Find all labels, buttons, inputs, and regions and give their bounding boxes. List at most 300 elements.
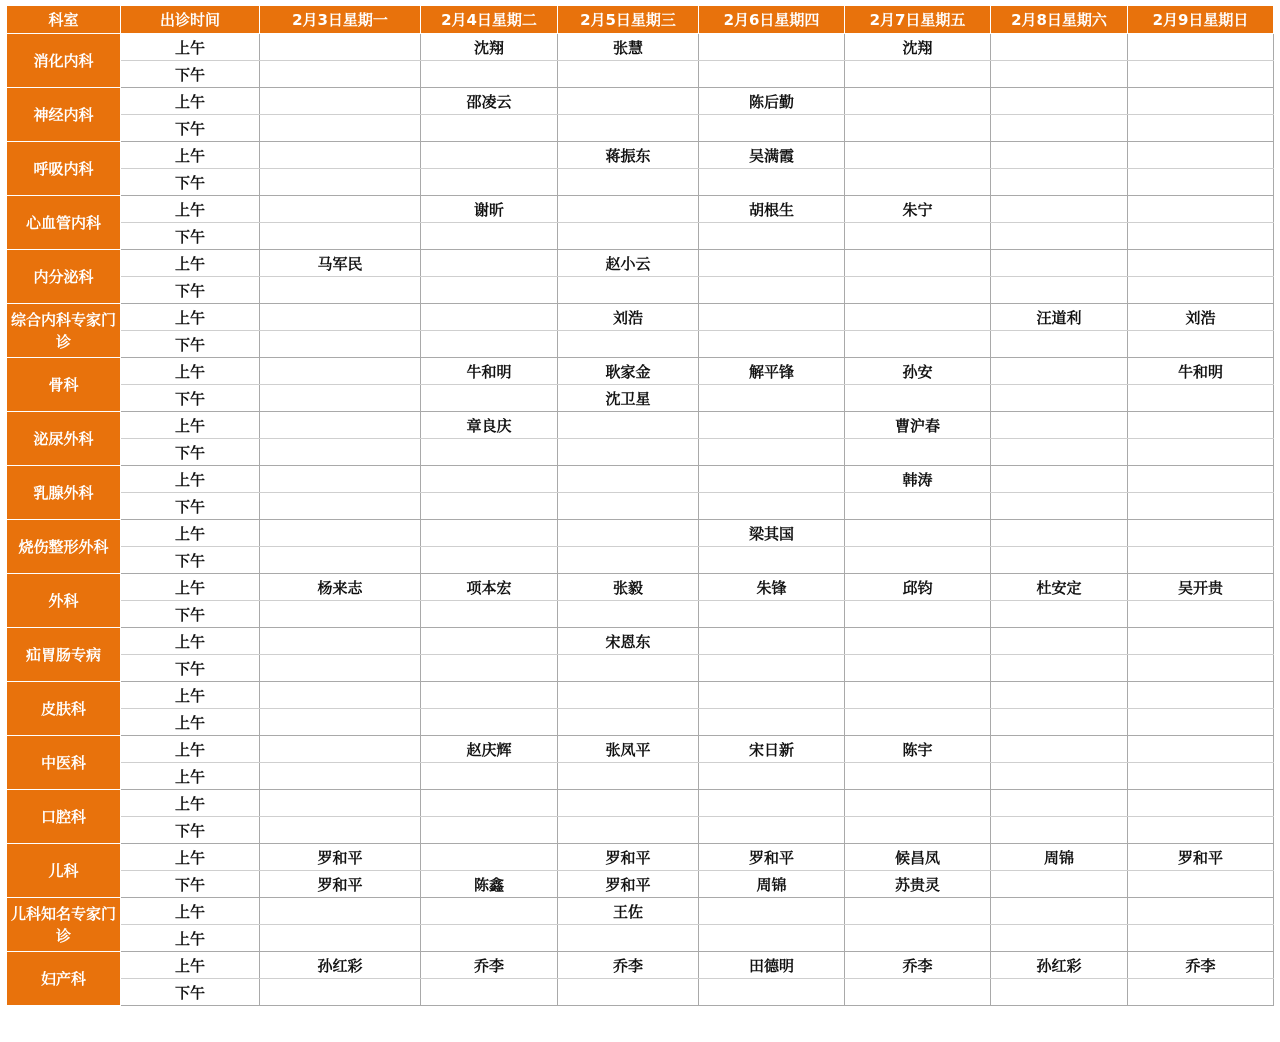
doctor-cell <box>260 601 421 628</box>
doctor-cell <box>1128 466 1274 493</box>
doctor-cell <box>699 61 845 88</box>
schedule-row <box>7 385 1274 412</box>
doctor-cell <box>845 817 991 844</box>
doctor-cell <box>421 169 558 196</box>
doctor-cell <box>260 304 421 331</box>
doctor-cell: 田德明 <box>699 952 845 979</box>
doctor-cell: 牛和明 <box>421 358 558 385</box>
doctor-cell <box>845 142 991 169</box>
doctor-cell <box>991 547 1128 574</box>
doctor-cell <box>845 61 991 88</box>
doctor-cell <box>699 763 845 790</box>
doctor-cell <box>558 520 699 547</box>
session-period: 上午 <box>121 358 260 385</box>
doctor-cell: 韩涛 <box>845 466 991 493</box>
doctor-cell <box>699 601 845 628</box>
doctor-cell <box>260 358 421 385</box>
schedule-body <box>7 34 1274 1006</box>
session-period: 上午 <box>121 196 260 223</box>
schedule-row <box>7 88 1274 115</box>
doctor-cell <box>845 520 991 547</box>
doctor-cell <box>991 520 1128 547</box>
department-name: 妇产科 <box>7 952 121 1006</box>
doctor-cell: 陈宇 <box>845 736 991 763</box>
doctor-cell <box>1128 628 1274 655</box>
doctor-cell <box>260 628 421 655</box>
doctor-cell <box>260 466 421 493</box>
doctor-cell <box>260 763 421 790</box>
doctor-cell <box>991 331 1128 358</box>
department-name: 口腔科 <box>7 790 121 844</box>
doctor-cell <box>558 277 699 304</box>
schedule-row <box>7 115 1274 142</box>
session-period: 下午 <box>121 655 260 682</box>
doctor-cell <box>1128 790 1274 817</box>
schedule-row <box>7 844 1274 871</box>
doctor-cell: 赵小云 <box>558 250 699 277</box>
doctor-cell: 蒋振东 <box>558 142 699 169</box>
doctor-cell: 解平锋 <box>699 358 845 385</box>
schedule-row <box>7 925 1274 952</box>
doctor-cell <box>845 439 991 466</box>
doctor-cell <box>991 790 1128 817</box>
doctor-cell <box>558 709 699 736</box>
session-period: 下午 <box>121 817 260 844</box>
session-period: 下午 <box>121 115 260 142</box>
department-name: 泌尿外科 <box>7 412 121 466</box>
doctor-cell <box>260 223 421 250</box>
doctor-cell <box>699 304 845 331</box>
doctor-cell <box>845 169 991 196</box>
doctor-cell: 乔李 <box>421 952 558 979</box>
doctor-cell <box>845 682 991 709</box>
doctor-cell <box>845 601 991 628</box>
doctor-cell <box>558 466 699 493</box>
doctor-cell <box>991 493 1128 520</box>
doctor-cell <box>845 979 991 1006</box>
doctor-cell <box>845 628 991 655</box>
doctor-cell <box>421 844 558 871</box>
doctor-cell <box>558 223 699 250</box>
doctor-cell: 陈后勤 <box>699 88 845 115</box>
doctor-cell <box>421 817 558 844</box>
doctor-cell <box>991 61 1128 88</box>
doctor-cell <box>991 34 1128 61</box>
department-name: 综合内科专家门诊 <box>7 304 121 358</box>
session-period: 上午 <box>121 628 260 655</box>
doctor-cell <box>558 655 699 682</box>
session-period: 下午 <box>121 385 260 412</box>
doctor-cell <box>845 493 991 520</box>
doctor-cell <box>1128 898 1274 925</box>
session-period: 下午 <box>121 277 260 304</box>
schedule-row <box>7 871 1274 898</box>
doctor-cell <box>699 385 845 412</box>
doctor-cell <box>558 331 699 358</box>
doctor-cell <box>991 628 1128 655</box>
doctor-cell <box>991 142 1128 169</box>
doctor-cell <box>558 790 699 817</box>
doctor-cell: 刘浩 <box>1128 304 1274 331</box>
doctor-cell: 吴满霞 <box>699 142 845 169</box>
doctor-cell: 罗和平 <box>1128 844 1274 871</box>
schedule-row <box>7 547 1274 574</box>
doctor-cell <box>260 169 421 196</box>
doctor-cell <box>699 169 845 196</box>
doctor-cell <box>1128 520 1274 547</box>
doctor-cell <box>558 817 699 844</box>
doctor-cell <box>260 412 421 439</box>
doctor-cell <box>1128 169 1274 196</box>
session-period: 下午 <box>121 169 260 196</box>
doctor-cell <box>845 898 991 925</box>
doctor-cell: 孙红彩 <box>991 952 1128 979</box>
doctor-cell <box>558 169 699 196</box>
doctor-cell <box>845 88 991 115</box>
session-period: 下午 <box>121 979 260 1006</box>
doctor-cell <box>260 34 421 61</box>
session-period: 上午 <box>121 88 260 115</box>
session-period: 上午 <box>121 844 260 871</box>
session-period: 上午 <box>121 952 260 979</box>
session-period: 上午 <box>121 574 260 601</box>
session-period: 下午 <box>121 601 260 628</box>
schedule-row <box>7 601 1274 628</box>
doctor-cell: 朱宁 <box>845 196 991 223</box>
doctor-cell: 乔李 <box>1128 952 1274 979</box>
session-period: 下午 <box>121 871 260 898</box>
doctor-cell <box>991 277 1128 304</box>
department-name: 乳腺外科 <box>7 466 121 520</box>
session-period: 上午 <box>121 898 260 925</box>
doctor-cell <box>991 88 1128 115</box>
doctor-cell <box>991 601 1128 628</box>
session-period: 上午 <box>121 736 260 763</box>
session-period: 下午 <box>121 493 260 520</box>
doctor-cell <box>1128 601 1274 628</box>
doctor-cell <box>991 871 1128 898</box>
doctor-cell <box>260 709 421 736</box>
session-period: 下午 <box>121 61 260 88</box>
doctor-cell <box>991 385 1128 412</box>
department-name: 儿科 <box>7 844 121 898</box>
doctor-cell <box>1128 115 1274 142</box>
doctor-cell <box>699 979 845 1006</box>
session-period: 上午 <box>121 412 260 439</box>
doctor-cell <box>421 304 558 331</box>
session-period: 上午 <box>121 925 260 952</box>
header-date-fri: 2月7日星期五 <box>845 6 991 34</box>
doctor-cell: 刘浩 <box>558 304 699 331</box>
doctor-cell <box>845 331 991 358</box>
doctor-cell <box>1128 142 1274 169</box>
doctor-cell <box>421 601 558 628</box>
doctor-cell <box>421 547 558 574</box>
doctor-cell <box>699 331 845 358</box>
department-name: 中医科 <box>7 736 121 790</box>
doctor-cell <box>260 277 421 304</box>
doctor-cell <box>260 196 421 223</box>
doctor-cell: 杨来志 <box>260 574 421 601</box>
schedule-row <box>7 628 1274 655</box>
doctor-cell: 周锦 <box>699 871 845 898</box>
department-name: 儿科知名专家门诊 <box>7 898 121 952</box>
doctor-cell <box>558 493 699 520</box>
schedule-row <box>7 250 1274 277</box>
doctor-cell <box>421 331 558 358</box>
doctor-cell <box>845 277 991 304</box>
doctor-cell <box>991 925 1128 952</box>
doctor-cell: 项本宏 <box>421 574 558 601</box>
doctor-cell: 胡根生 <box>699 196 845 223</box>
doctor-cell: 赵庆辉 <box>421 736 558 763</box>
doctor-cell <box>1128 277 1274 304</box>
doctor-cell: 罗和平 <box>558 871 699 898</box>
schedule-row <box>7 61 1274 88</box>
doctor-cell <box>421 61 558 88</box>
doctor-cell: 宋日新 <box>699 736 845 763</box>
doctor-cell <box>1128 763 1274 790</box>
doctor-cell <box>421 898 558 925</box>
doctor-cell <box>845 709 991 736</box>
doctor-cell <box>421 925 558 952</box>
schedule-row <box>7 142 1274 169</box>
doctor-cell <box>1128 547 1274 574</box>
doctor-cell: 罗和平 <box>699 844 845 871</box>
schedule-row <box>7 655 1274 682</box>
session-period: 上午 <box>121 250 260 277</box>
session-period: 上午 <box>121 682 260 709</box>
doctor-cell: 苏贵灵 <box>845 871 991 898</box>
department-name: 消化内科 <box>7 34 121 88</box>
header-date-tue: 2月4日星期二 <box>421 6 558 34</box>
schedule-row <box>7 34 1274 61</box>
doctor-cell: 孙安 <box>845 358 991 385</box>
doctor-cell: 乔李 <box>558 952 699 979</box>
session-period: 下午 <box>121 331 260 358</box>
doctor-cell <box>421 142 558 169</box>
doctor-cell <box>991 817 1128 844</box>
doctor-cell <box>421 628 558 655</box>
doctor-cell <box>845 925 991 952</box>
doctor-cell: 罗和平 <box>260 844 421 871</box>
doctor-cell <box>699 925 845 952</box>
schedule-row <box>7 736 1274 763</box>
doctor-cell <box>1128 331 1274 358</box>
schedule-row <box>7 493 1274 520</box>
header-date-wed: 2月5日星期三 <box>558 6 699 34</box>
doctor-cell <box>1128 979 1274 1006</box>
doctor-cell: 耿家金 <box>558 358 699 385</box>
doctor-cell <box>845 763 991 790</box>
schedule-row <box>7 763 1274 790</box>
doctor-cell <box>558 439 699 466</box>
doctor-cell <box>1128 61 1274 88</box>
doctor-cell <box>421 250 558 277</box>
doctor-cell <box>558 61 699 88</box>
doctor-cell: 罗和平 <box>558 844 699 871</box>
department-name: 皮肤科 <box>7 682 121 736</box>
doctor-cell <box>991 682 1128 709</box>
doctor-cell: 牛和明 <box>1128 358 1274 385</box>
doctor-cell <box>421 979 558 1006</box>
department-name: 神经内科 <box>7 88 121 142</box>
doctor-cell <box>991 979 1128 1006</box>
doctor-cell: 陈鑫 <box>421 871 558 898</box>
doctor-cell <box>260 547 421 574</box>
schedule-row <box>7 277 1274 304</box>
doctor-cell <box>845 115 991 142</box>
schedule-row <box>7 574 1274 601</box>
doctor-cell <box>421 439 558 466</box>
schedule-row <box>7 439 1274 466</box>
department-name: 烧伤整形外科 <box>7 520 121 574</box>
doctor-cell <box>260 979 421 1006</box>
doctor-cell <box>260 385 421 412</box>
session-period: 上午 <box>121 466 260 493</box>
schedule-row <box>7 979 1274 1006</box>
schedule-row <box>7 709 1274 736</box>
doctor-cell <box>699 277 845 304</box>
department-name: 内分泌科 <box>7 250 121 304</box>
doctor-cell <box>699 709 845 736</box>
doctor-cell <box>991 655 1128 682</box>
session-period: 上午 <box>121 142 260 169</box>
doctor-cell: 曹沪春 <box>845 412 991 439</box>
session-period: 上午 <box>121 763 260 790</box>
header-time: 出诊时间 <box>121 6 260 34</box>
doctor-cell <box>421 277 558 304</box>
doctor-cell <box>991 250 1128 277</box>
doctor-cell <box>1128 736 1274 763</box>
doctor-cell <box>558 115 699 142</box>
doctor-cell <box>421 763 558 790</box>
doctor-cell <box>699 790 845 817</box>
department-name: 呼吸内科 <box>7 142 121 196</box>
doctor-cell: 马军民 <box>260 250 421 277</box>
doctor-cell: 吴开贵 <box>1128 574 1274 601</box>
doctor-cell <box>260 682 421 709</box>
doctor-cell: 周锦 <box>991 844 1128 871</box>
doctor-cell <box>991 196 1128 223</box>
doctor-cell <box>845 655 991 682</box>
doctor-cell <box>421 115 558 142</box>
doctor-cell <box>421 466 558 493</box>
doctor-cell <box>260 790 421 817</box>
doctor-cell <box>1128 385 1274 412</box>
doctor-cell <box>699 493 845 520</box>
doctor-cell: 王佐 <box>558 898 699 925</box>
doctor-cell: 朱锋 <box>699 574 845 601</box>
doctor-cell: 宋恩东 <box>558 628 699 655</box>
doctor-cell <box>1128 412 1274 439</box>
doctor-cell <box>991 439 1128 466</box>
doctor-cell <box>699 817 845 844</box>
doctor-cell <box>991 169 1128 196</box>
schedule-container <box>6 5 1274 1006</box>
schedule-row <box>7 358 1274 385</box>
header-date-sat: 2月8日星期六 <box>991 6 1128 34</box>
doctor-cell <box>699 250 845 277</box>
doctor-cell <box>558 925 699 952</box>
doctor-cell <box>421 520 558 547</box>
doctor-cell <box>845 223 991 250</box>
doctor-cell <box>558 682 699 709</box>
doctor-cell <box>1128 34 1274 61</box>
doctor-cell <box>421 709 558 736</box>
doctor-cell <box>1128 88 1274 115</box>
header-department: 科室 <box>7 6 121 34</box>
doctor-cell <box>558 88 699 115</box>
schedule-row <box>7 520 1274 547</box>
doctor-cell <box>991 223 1128 250</box>
doctor-cell <box>421 493 558 520</box>
doctor-cell <box>1128 250 1274 277</box>
session-period: 上午 <box>121 34 260 61</box>
doctor-cell <box>991 898 1128 925</box>
doctor-cell <box>260 925 421 952</box>
doctor-cell: 邱钧 <box>845 574 991 601</box>
department-name: 疝胃肠专病 <box>7 628 121 682</box>
doctor-cell <box>1128 493 1274 520</box>
doctor-cell: 候昌凤 <box>845 844 991 871</box>
doctor-cell <box>260 142 421 169</box>
doctor-cell <box>260 331 421 358</box>
doctor-cell <box>1128 655 1274 682</box>
schedule-row <box>7 682 1274 709</box>
doctor-cell <box>1128 682 1274 709</box>
doctor-cell: 梁其国 <box>699 520 845 547</box>
doctor-cell <box>699 682 845 709</box>
header-date-sun: 2月9日星期日 <box>1128 6 1274 34</box>
schedule-row <box>7 169 1274 196</box>
schedule-row <box>7 304 1274 331</box>
doctor-cell <box>699 898 845 925</box>
doctor-cell <box>699 34 845 61</box>
header-date-thu: 2月6日星期四 <box>699 6 845 34</box>
doctor-cell <box>845 250 991 277</box>
doctor-cell <box>991 709 1128 736</box>
doctor-cell: 张毅 <box>558 574 699 601</box>
schedule-row <box>7 790 1274 817</box>
doctor-cell <box>260 817 421 844</box>
header-row <box>7 6 1274 34</box>
schedule-row <box>7 817 1274 844</box>
doctor-cell <box>991 736 1128 763</box>
doctor-cell <box>421 655 558 682</box>
doctor-cell <box>421 682 558 709</box>
doctor-cell: 乔李 <box>845 952 991 979</box>
doctor-cell: 谢昕 <box>421 196 558 223</box>
header-date-mon: 2月3日星期一 <box>260 6 421 34</box>
doctor-cell: 沈翔 <box>421 34 558 61</box>
doctor-cell <box>991 466 1128 493</box>
doctor-cell <box>260 439 421 466</box>
schedule-row <box>7 952 1274 979</box>
doctor-cell: 罗和平 <box>260 871 421 898</box>
schedule-row <box>7 898 1274 925</box>
session-period: 上午 <box>121 520 260 547</box>
doctor-cell <box>699 412 845 439</box>
department-name: 外科 <box>7 574 121 628</box>
doctor-cell <box>558 196 699 223</box>
doctor-cell <box>699 628 845 655</box>
doctor-cell <box>260 115 421 142</box>
session-period: 下午 <box>121 547 260 574</box>
doctor-cell <box>558 979 699 1006</box>
doctor-cell <box>421 223 558 250</box>
doctor-cell <box>845 385 991 412</box>
